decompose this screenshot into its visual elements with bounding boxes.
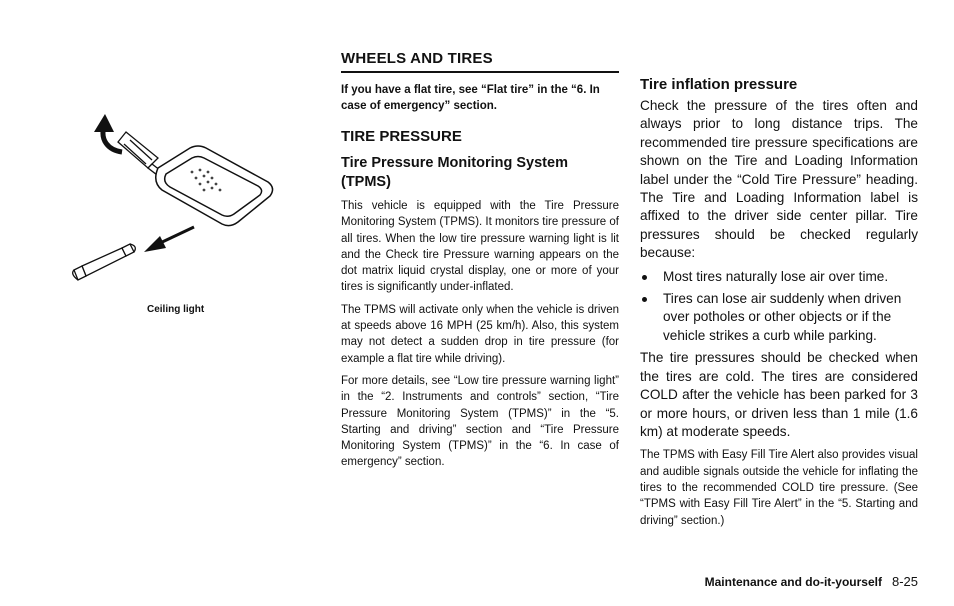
tire-pressure-heading: TIRE PRESSURE — [341, 128, 462, 145]
list-item-text: Tires can lose air suddenly when driven over potholes or other objects or if the vehicle strikes a curb while parking. — [663, 291, 902, 343]
tpms-activation-paragraph: The TPMS will activate only when the vehicle is driven at speeds above 16 MPH (25 km/h). Also, this system may not detect a sudden drop in tire pressure (for example a flat tire while driving). — [341, 303, 619, 365]
page-footer — [705, 574, 918, 589]
bullet-icon — [642, 297, 647, 302]
tpms-subheading: Tire Pressure Monitoring System (TPMS) — [341, 155, 568, 190]
list-item — [640, 268, 918, 286]
cold-tires-paragraph: The tire pressures should be checked when the tires are cold. The tires are considered COLD after the vehicle has been parked for 3 or more hours, or driven less than 1 mile (1.6 km) at moderate speeds. — [640, 350, 918, 439]
ceiling-light-lens-icon — [156, 146, 273, 226]
bullet-icon — [642, 275, 647, 280]
tpms-reference-paragraph: For more details, see “Low tire pressure warning light” in the “2. Instruments and controls” section, “Tire Pressure Monitoring System (TPMS)” in the “5. Starting and driving” section and “Tire Pressure Monitoring System (TPMS)” in the “6. In case of emergency” section. — [341, 374, 619, 469]
right-text-column — [640, 76, 918, 529]
section-title: WHEELS AND TIRES — [341, 50, 619, 73]
flat-tire-note: If you have a flat tire, see “Flat tire” in the “6. In case of emergency” section. — [341, 84, 600, 112]
left-text-column — [341, 50, 619, 471]
easy-fill-paragraph: The TPMS with Easy Fill Tire Alert also provides visual and audible signals outside the vehicle for inflating the tires to the recommended COLD tire pressure. (See “TPMS with Easy Fill Tire Alert” in the “5. Starting and driving” section.) — [640, 449, 918, 527]
footer-section-name: Maintenance and do-it-yourself — [704, 575, 882, 589]
ceiling-light-illustration — [60, 110, 320, 330]
reasons-list — [640, 268, 918, 346]
arrow-down-left-icon — [144, 227, 194, 252]
festoon-bulb-icon — [73, 244, 136, 280]
inflation-intro-paragraph: Check the pressure of the tires often and always prior to long distance trips. The recommended tire pressure specifications are shown on the Tire and Loading Information label under the “Cold Tire Pressure” heading. The Tire and Loading Information label is affixed to the driver side center pillar. Tire pressures should be checked regularly because: — [640, 98, 918, 261]
tire-inflation-heading: Tire inflation pressure — [640, 76, 798, 93]
curved-arrow-icon — [94, 114, 122, 152]
list-item-text: Most tires naturally lose air over time. — [663, 268, 889, 284]
figure-caption: Ceiling light — [147, 304, 205, 315]
list-item — [640, 290, 918, 345]
page-number: 8-25 — [891, 574, 918, 589]
tpms-paragraph: This vehicle is equipped with the Tire Pressure Monitoring System (TPMS). It monitors tire pressure of all tires. When the low tire pressure warning light is lit and the Check tire Pressure warning appears on the dot matrix liquid crystal display, one or more of your tires is significantly under-inflated. — [341, 200, 619, 294]
